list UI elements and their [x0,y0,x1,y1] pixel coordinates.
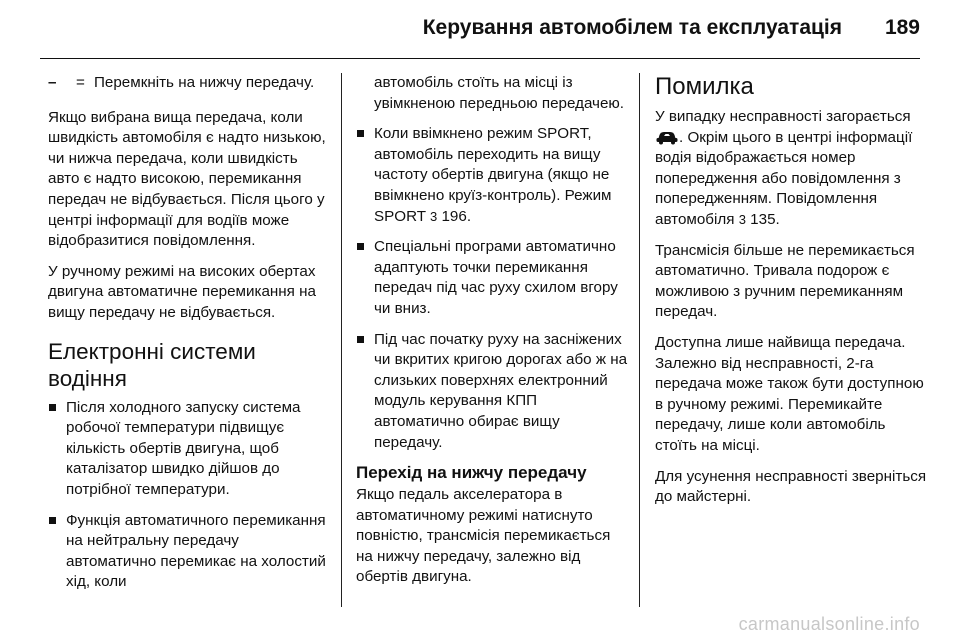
bullet-list [48,398,328,593]
paragraph: Якщо педаль акселератора в автоматичному режимі натиснуто повністю, трансмісія перемикається на нижчу передачу, залежно від обертів двигуна. [356,486,611,586]
page-header [0,0,960,56]
column-right [655,73,927,518]
column-middle [356,73,628,598]
dash-key: – [48,74,57,91]
paragraph-text: У випадку несправності загорається [655,108,911,125]
page-ref[interactable]: 196. [441,207,472,225]
column-left [48,73,328,603]
dash-definition [48,73,328,94]
paragraph-text: . Окрім цього в центрі інформації водія відображається номер попередження або повідомлення з попередженням. Повідомлення автомобіля [655,128,913,228]
car-wrench-icon [655,129,679,145]
list-item: Після холодного запуску система робочої температури підвищує кількість обертів двигуна, щоб каталізатор швидко дійшов до потрібної температури. [48,398,328,501]
subsection-heading: Перехід на нижчу передачу [356,463,587,483]
list-item-text: Коли ввімкнено режим SPORT, автомобіль переходить на вищу частоту обертів двигуна (якщо не ввімкнено круїз-контроль). Режим SPORT [374,125,612,225]
dash-text: Перемкніть на нижчу передачу. [94,74,315,91]
section-heading: Помилка [655,73,754,100]
page-number: 189 [884,16,920,39]
page-ref[interactable]: 135. [750,210,780,228]
paragraph-continued: автомобіль стоїть на місці із увімкненою передньою передачею. [374,74,625,112]
paragraph: Доступна лише найвища передача. Залежно від несправності, 2-га передача може також бути доступною в ручному режимі. Перемикайте передачу, лише коли автомобіль стоїть на місці. [655,333,924,454]
list-item: Функція автоматичного перемикання на нейтральну передачу автоматично перемикає на холостий хід, коли [48,511,328,593]
page-ref-arrow-icon: 3 [430,208,438,224]
paragraph: Трансмісія більше не перемикається автоматично. Тривала подорож є можливою з ручним перемиканням передач. [655,241,915,321]
page-ref-arrow-icon: 3 [738,211,746,227]
list-item [356,124,628,227]
page-title: Керування автомобілем та експлуатація [422,16,842,39]
dash-equals: = [76,74,85,91]
list-item: Під час початку руху на засніжених чи вкритих кригою дорогах або ж на слизьких поверхнях електронний модуль керування КПП автоматично обирає вищу передачу. [356,330,628,454]
column-divider-right [639,73,640,607]
section-heading: Електронні системи водіння [48,338,256,391]
watermark: carmanualsonline.info [738,614,920,634]
paragraph: Для усунення несправності зверніться до майстерні. [655,467,927,506]
paragraph: Якщо вибрана вища передача, коли швидкість автомобіля є надто низькою, чи нижча передача, коли швидкість авто є надто високою, перемикання передач не відбувається. Після цього у центрі інформації для водіїв може відобразитися повідомлення. [48,108,326,250]
bullet-list [356,124,628,453]
list-item: Спеціальні програми автоматично адаптують точки перемикання передач під час руху схилом вгору чи вниз. [356,237,628,319]
header-rule [40,58,920,59]
paragraph: У ручному режимі на високих обертах двигуна автоматичне перемикання на вищу передачу не відбувається. [48,262,316,321]
paragraph [655,107,927,231]
column-divider-left [341,73,342,607]
